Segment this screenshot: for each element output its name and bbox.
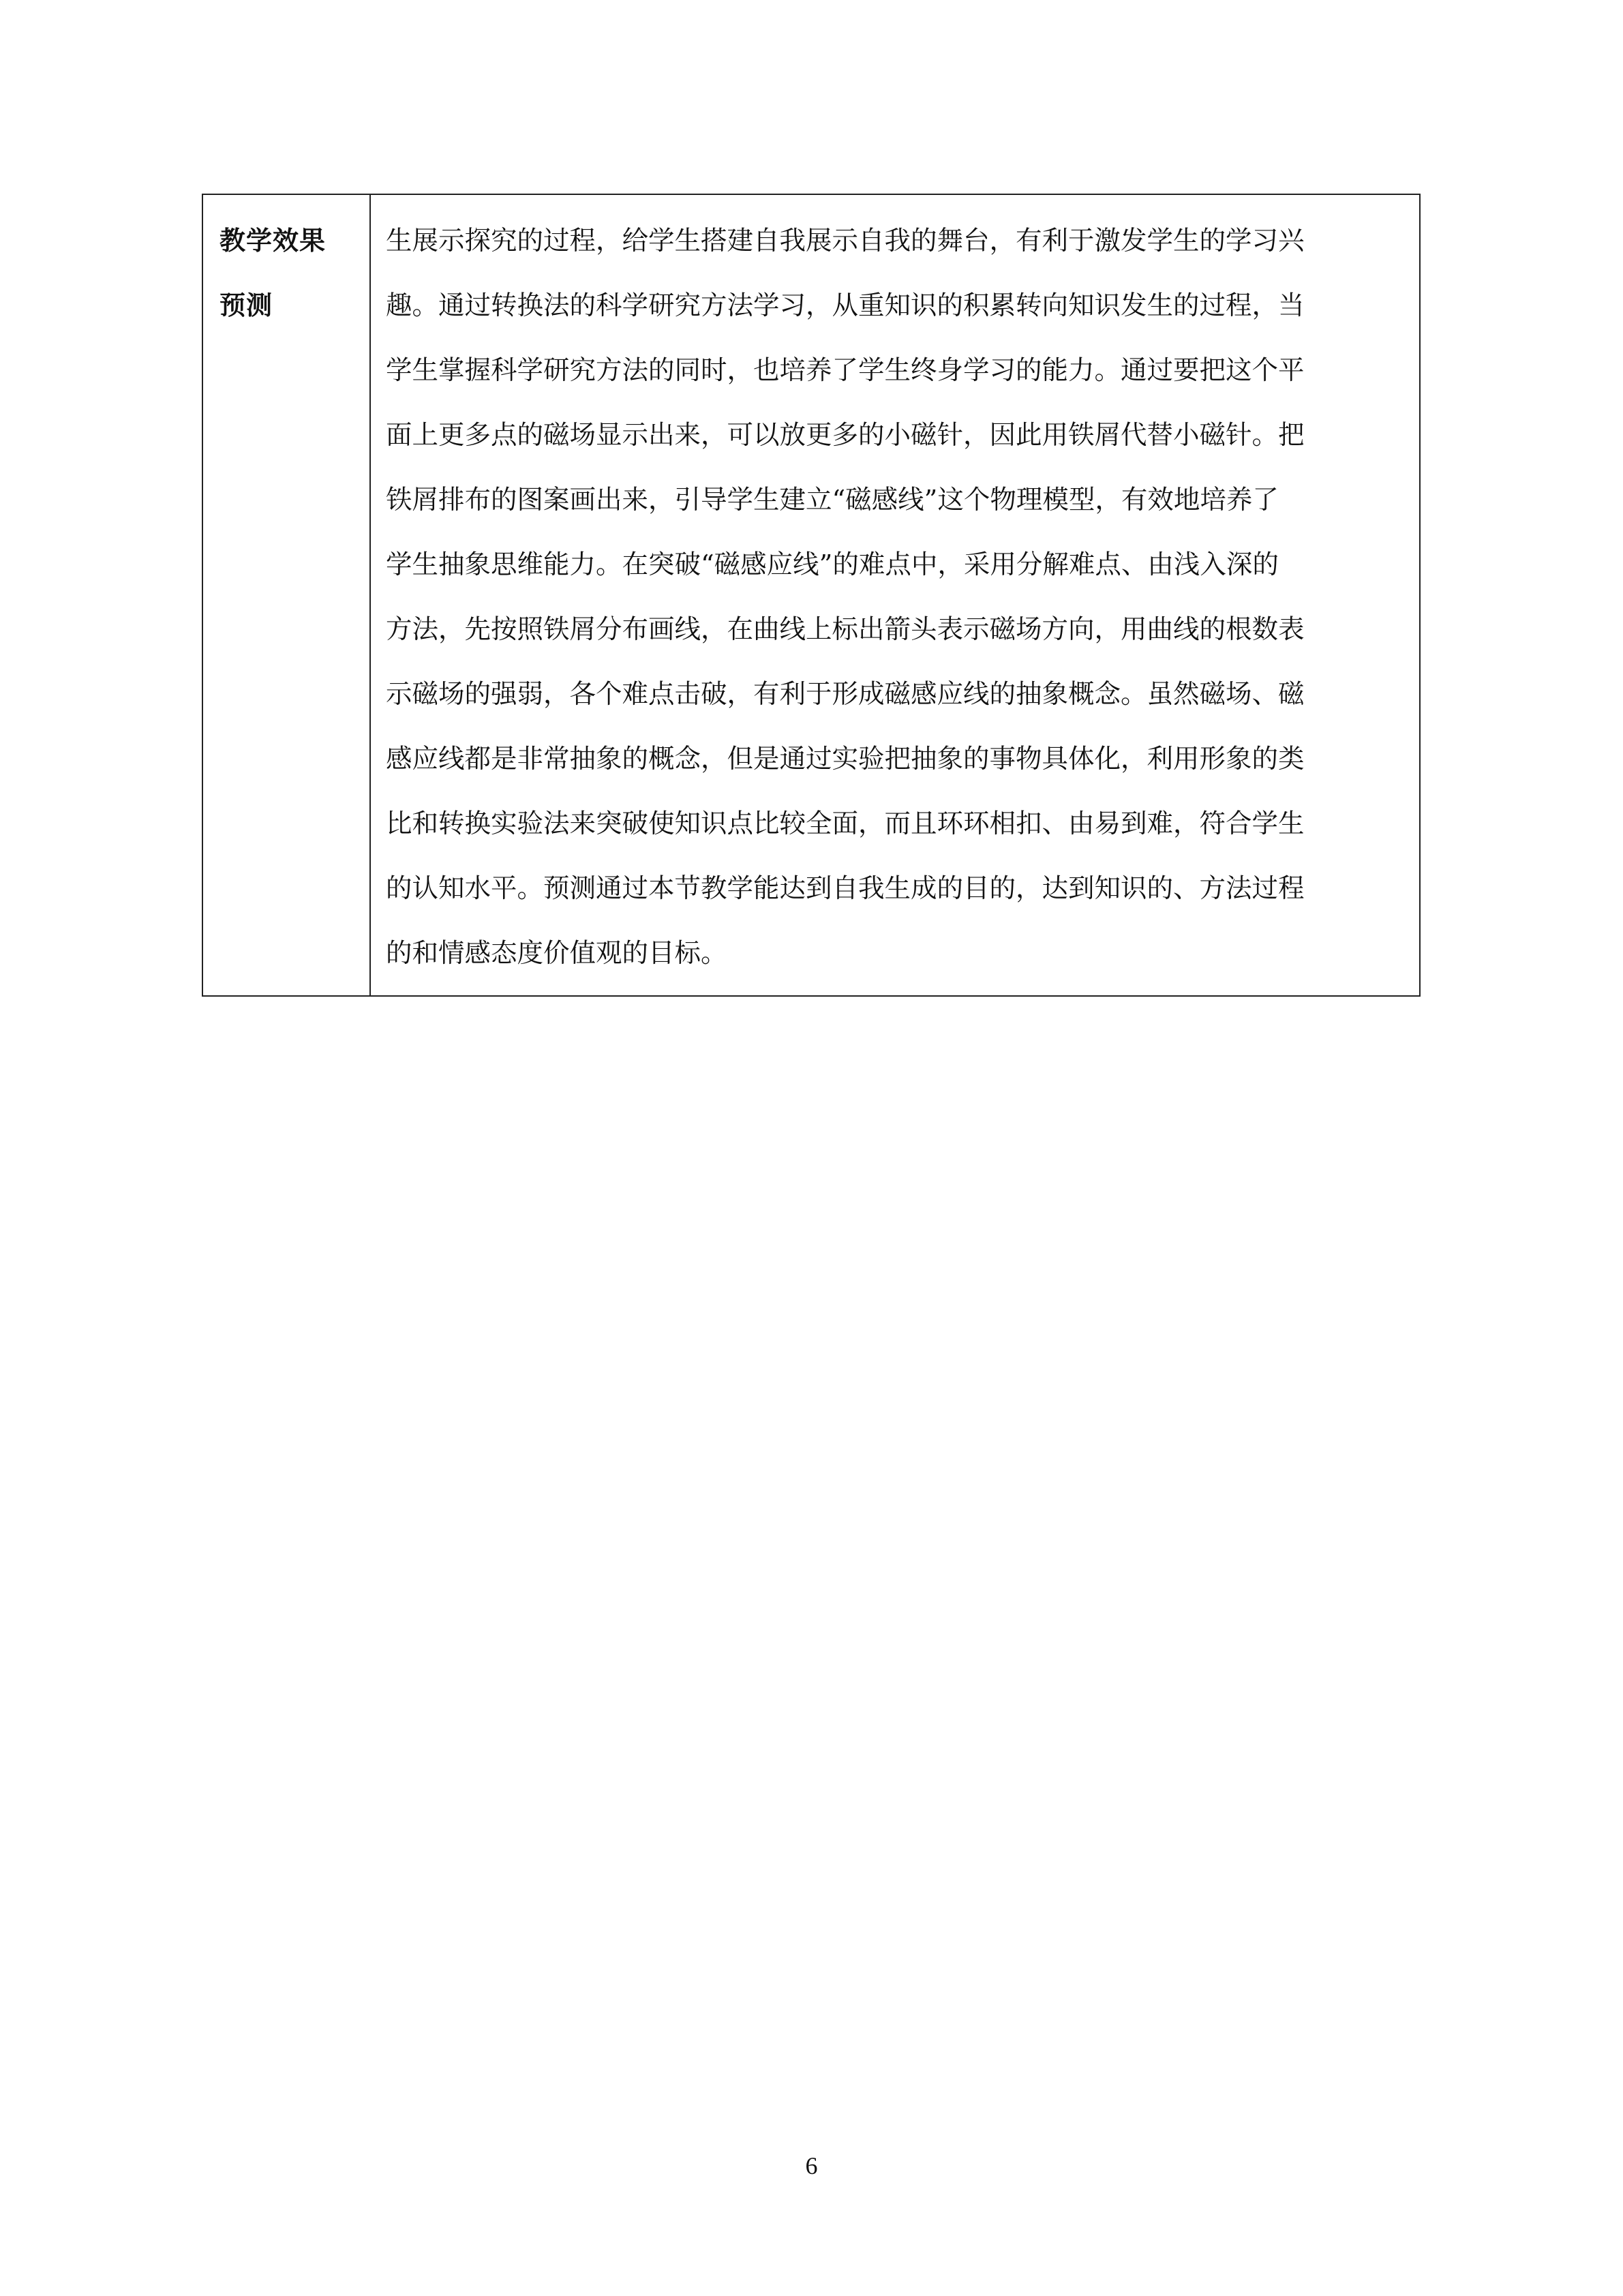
- content-line-8: 示磁场的强弱，各个难点击破，有利于形成磁感应线的抽象概念。虽然磁场、磁: [386, 679, 1305, 710]
- page-number: 6: [805, 2152, 818, 2179]
- row-content-cell: [370, 194, 1420, 996]
- document-table: [202, 194, 1421, 997]
- content-line-6: 学生抽象思维能力。在突破“磁感应线”的难点中，采用分解难点、由浅入深的: [386, 549, 1279, 580]
- table-row: [202, 194, 1420, 996]
- row-label-line-1: 教学效果: [219, 226, 327, 256]
- content-line-1: 生展示探究的过程，给学生搭建自我展示自我的舞台，有利于激发学生的学习兴: [386, 226, 1305, 256]
- content-line-2: 趣。通过转换法的科学研究方法学习，从重知识的积累转向知识发生的过程，当: [386, 290, 1305, 321]
- row-label-line-2: 预测: [219, 290, 273, 320]
- content-line-3: 学生掌握科学研究方法的同时，也培养了学生终身学习的能力。通过要把这个平: [386, 355, 1305, 386]
- content-line-7: 方法，先按照铁屑分布画线，在曲线上标出箭头表示磁场方向，用曲线的根数表: [386, 614, 1305, 645]
- content-line-5: 铁屑排布的图案画出来，引导学生建立“磁感线”这个物理模型，有效地培养了: [386, 485, 1279, 515]
- content-line-4: 面上更多点的磁场显示出来，可以放更多的小磁针，因此用铁屑代替小磁针。把: [386, 420, 1305, 451]
- row-label-cell: [202, 194, 370, 996]
- content-line-9: 感应线都是非常抽象的概念，但是通过实验把抽象的事物具体化，利用形象的类: [386, 744, 1305, 774]
- content-line-10: 比和转换实验法来突破使知识点比较全面，而且环环相扣、由易到难，符合学生: [386, 809, 1305, 839]
- content-line-11: 的认知水平。预测通过本节教学能达到自我生成的目的，达到知识的、方法过程: [386, 873, 1305, 904]
- content-line-12: 的和情感态度价值观的目标。: [386, 938, 727, 969]
